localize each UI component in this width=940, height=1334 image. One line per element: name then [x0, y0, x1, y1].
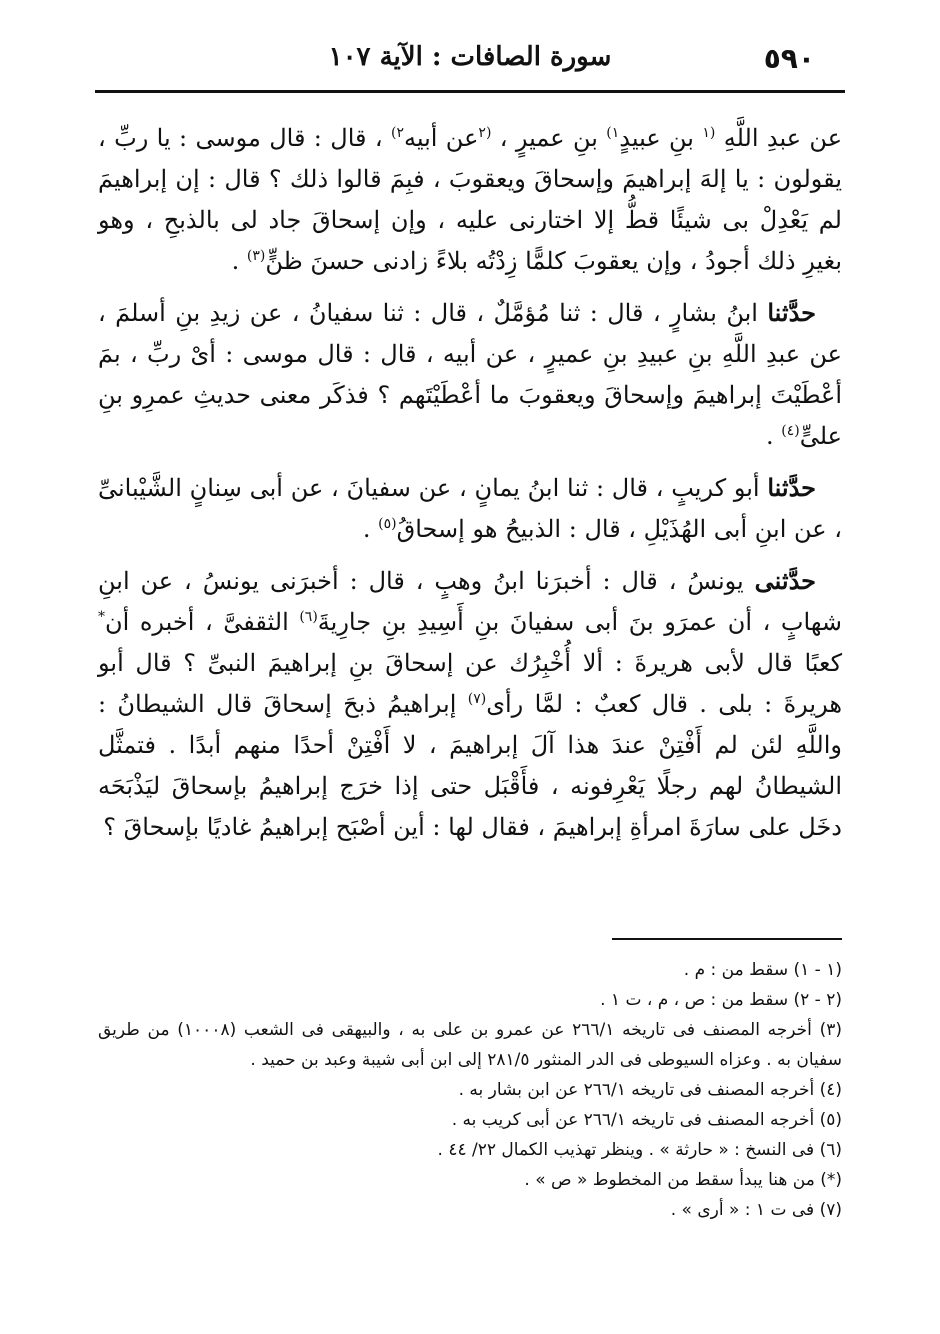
- footnote-6: (٦) فى النسخ : « حارثة » . وينظر تهذيب الكمال ٢٢/ ٤٤ .: [437, 1140, 842, 1160]
- paragraph-3: [98, 467, 842, 550]
- footnote-7: (٧) فى ت ١ : « أرى » .: [670, 1200, 842, 1220]
- footnote-star: (*) من هنا يبدأ سقط من المخطوط « ص » .: [524, 1170, 842, 1190]
- text-run: إبراهيمُ ذبحَ إسحاقَ قال الشيطانُ : واللَّهِ لئن لم أَفْتِنْ عندَ هذا آلَ إبراهيمَ ، لا أَفْتِنْ أحدًا منهم أبدًا . فتمثَّل الشيطانُ لهم رجلًا يَعْرِفونه ، فأَقْبَل حتى إذا خرَج إبراهيمُ بإسحاقَ ليَذْبَحَه دخَل على سارَةَ امرأةِ إبراهيمَ ، فقال لها : أين أصْبَح إبراهيمُ غاديًا بإسحاقَ ؟: [98, 690, 842, 841]
- text-run: أبو كريبٍ ، قال : ثنا ابنُ يمانٍ ، عن سفيانَ ، عن أبى سِنانٍ الشَّيْبانىِّ ، عن ابنِ أبى الهُذَيْلِ ، قال : الذبيحُ هو إسحاقُ: [98, 474, 842, 543]
- footnote-4: (٤) أخرجه المصنف فى تاريخه ٢٦٦/١ عن ابن بشار به .: [458, 1080, 842, 1100]
- isnad-lead: حدَّثنى: [754, 566, 816, 595]
- footnote-ref: (٤): [781, 423, 800, 439]
- text-run: عن عبدِ اللَّهِ: [715, 124, 843, 152]
- text-run: بنِ عميرٍ ،: [491, 124, 607, 152]
- text-run: الثقفىَّ ، أخبره أن: [105, 608, 300, 636]
- header-divider: [95, 90, 845, 93]
- footnote-ref: (٥): [378, 516, 397, 532]
- text-run: .: [765, 422, 782, 450]
- running-title: سورة الصافات : الآية ١٠٧: [328, 42, 612, 72]
- footnote-5: (٥) أخرجه المصنف فى تاريخه ٢٦٦/١ عن أبى كريب به .: [451, 1110, 842, 1130]
- variant-marker: (١: [702, 125, 716, 141]
- paragraph-4: [98, 560, 842, 848]
- text-run: .: [231, 247, 247, 275]
- text-run: كعبًا قال لأبى هريرةَ : ألا أُخْبِرُك عن إسحاقَ بنِ إبراهيمَ النبىِّ ؟ قال أبو هريرةَ : بلى . قال كعبٌ : لمَّا رأى: [98, 649, 842, 718]
- footnote-2: (٢ - ٢) سقط من : ص ، م ، ت ١ .: [600, 990, 842, 1010]
- isnad-lead: حدَّثنا: [767, 473, 816, 502]
- footnote-divider: [612, 938, 842, 940]
- text-run: ، قال : قال موسى : يا ربِّ ، يقولون : يا إلهَ إبراهيمَ وإسحاقَ ويعقوبَ ، فبِمَ قالوا ذلك ؟ قال : إن إبراهيمَ لم يَعْدِلْ بى شيئًا قطُّ إلا اختارنى عليه ، وإن إسحاقَ جاد لى بالذبحِ ، وهو بغيرِ ذلك أجودُ ، وإن يعقوبَ كلمًّا زِدْتُه بلاءً زادنى حسنَ ظنٍّ: [98, 124, 842, 275]
- text-run: ابنُ بشارٍ ، قال : ثنا مُؤمَّلٌ ، قال : ثنا سفيانُ ، عن زيدِ بنِ أسلمَ ، عن عبدِ اللَّهِ بنِ عبيدِ بنِ عميرٍ ، عن أبيه ، قال : قال موسى : أىْ ربِّ ، بمَ أعْطَيْتَ إبراهيمَ وإسحاقَ ويعقوبَ ما أعْطَيْتَهم ؟ فذكَر معنى حديثِ عمرِو بنِ علىٍّ: [98, 299, 842, 450]
- paragraph-2: [98, 292, 842, 457]
- text-run: يونسُ ، قال : أخبرَنا ابنُ وهبٍ ، قال : أخبرَنى يونسُ ، عن ابنِ شهابٍ ، أن عمرَو بنَ أبى سفيانَ بنِ أَسِيدِ بنِ جارِيةَ: [98, 567, 843, 636]
- main-text: [98, 118, 842, 858]
- footnote-ref: (٣): [246, 248, 266, 264]
- text-run: .: [362, 515, 379, 543]
- variant-marker: ٢): [390, 125, 404, 141]
- text-run: عن أبيه: [403, 124, 479, 152]
- footnotes: [98, 955, 842, 1225]
- footnote-ref: (٧): [467, 691, 487, 707]
- text-run: بنِ عبيدٍ: [619, 124, 703, 152]
- page-header: [95, 38, 845, 84]
- footnote-1: (١ - ١) سقط من : م .: [683, 960, 842, 980]
- page-number: ٥٩٠: [763, 42, 815, 75]
- footnote-3: (٣) أخرجه المصنف فى تاريخه ٢٦٦/١ عن عمرو بن على به ، والبيهقى فى الشعب (١٠٠٠٨) من طريق سفيان به . وعزاه السيوطى فى الدر المنثور ٢٨١/٥ إلى ابن أبى شيبة وعبد بن حميد .: [98, 1020, 842, 1070]
- footnote-ref: (٦): [299, 609, 318, 625]
- isnad-lead: حدَّثنا: [767, 298, 816, 327]
- variant-marker: ١): [606, 125, 620, 141]
- paragraph-1: [98, 118, 842, 282]
- manuscript-marker: *: [98, 609, 105, 625]
- variant-marker: (٢: [478, 125, 492, 141]
